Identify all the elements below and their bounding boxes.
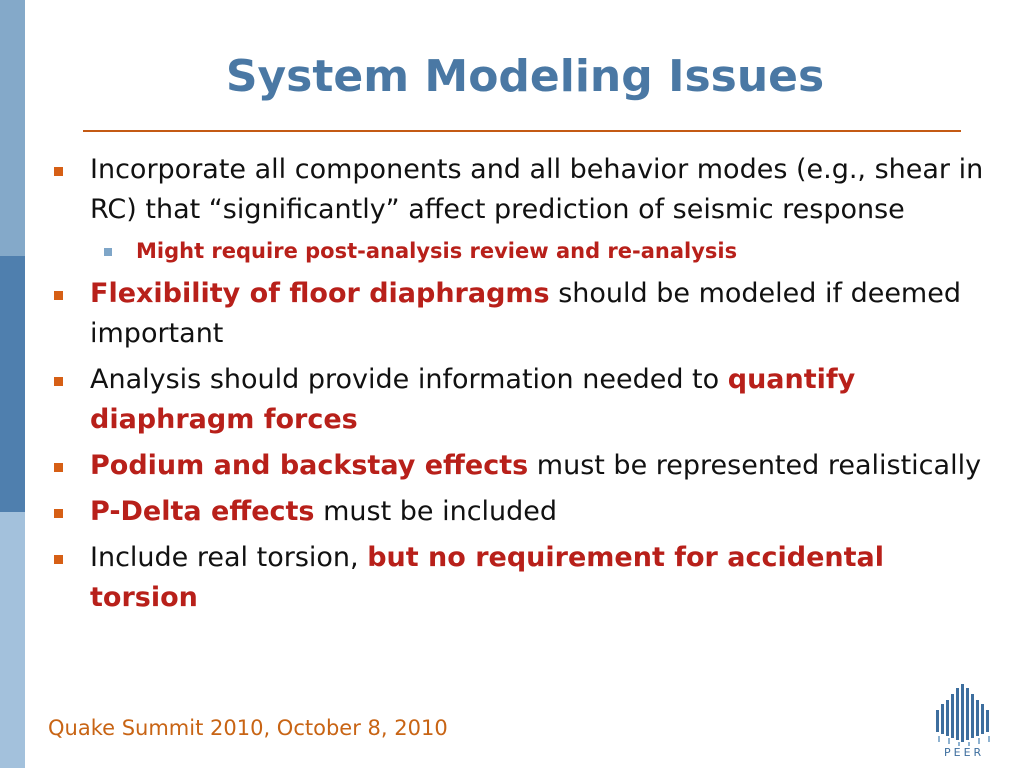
bullet-square-icon [54, 555, 63, 564]
bullet-emphasis: but no requirement for accidental torsion [90, 542, 884, 613]
bullet-list [52, 150, 992, 624]
bullet-text: Include real torsion, [90, 542, 368, 573]
bullet-item-diaphragm-forces [52, 360, 992, 440]
peer-logo-text: PEER [944, 746, 985, 759]
sidebar-band-middle [0, 256, 25, 512]
bullet-text: should be modeled if deemed important [90, 278, 961, 349]
bullet-square-icon [54, 377, 63, 386]
bullet-emphasis: Flexibility of floor diaphragms [90, 278, 550, 309]
bullet-square-icon [54, 291, 63, 300]
sidebar-band-bottom [0, 512, 25, 768]
bullet-text: Analysis should provide information needed to [90, 364, 728, 395]
slide-footer: Quake Summit 2010, October 8, 2010 [48, 716, 448, 740]
sub-bullet-item-review [52, 236, 992, 266]
sub-bullet-text: Might require post-analysis review and re-analysis [136, 239, 738, 263]
sub-bullet-square-icon [104, 248, 112, 256]
left-sidebar-decoration [0, 0, 25, 768]
title-underline [83, 130, 961, 132]
bullet-text: Incorporate all components and all behavior modes (e.g., shear in RC) that “significantly” affect prediction of seismic response [90, 154, 984, 225]
bullet-emphasis: Podium and backstay effects [90, 450, 529, 481]
bullet-item-diaphragm-flexibility [52, 274, 992, 354]
bullet-item-p-delta [52, 492, 992, 532]
bullet-square-icon [54, 463, 63, 472]
bullet-emphasis: quantify diaphragm forces [90, 364, 856, 435]
sidebar-band-top [0, 0, 25, 256]
bullet-item-torsion [52, 538, 992, 618]
bullet-item-components [52, 150, 992, 230]
bullet-text: must be represented realistically [528, 450, 982, 481]
bullet-item-podium-backstay [52, 446, 992, 486]
slide-title: System Modeling Issues [225, 51, 825, 102]
bullet-square-icon [54, 167, 63, 176]
bullet-text: must be included [314, 496, 558, 527]
bullet-emphasis: P-Delta effects [90, 496, 315, 527]
bullet-square-icon [54, 509, 63, 518]
